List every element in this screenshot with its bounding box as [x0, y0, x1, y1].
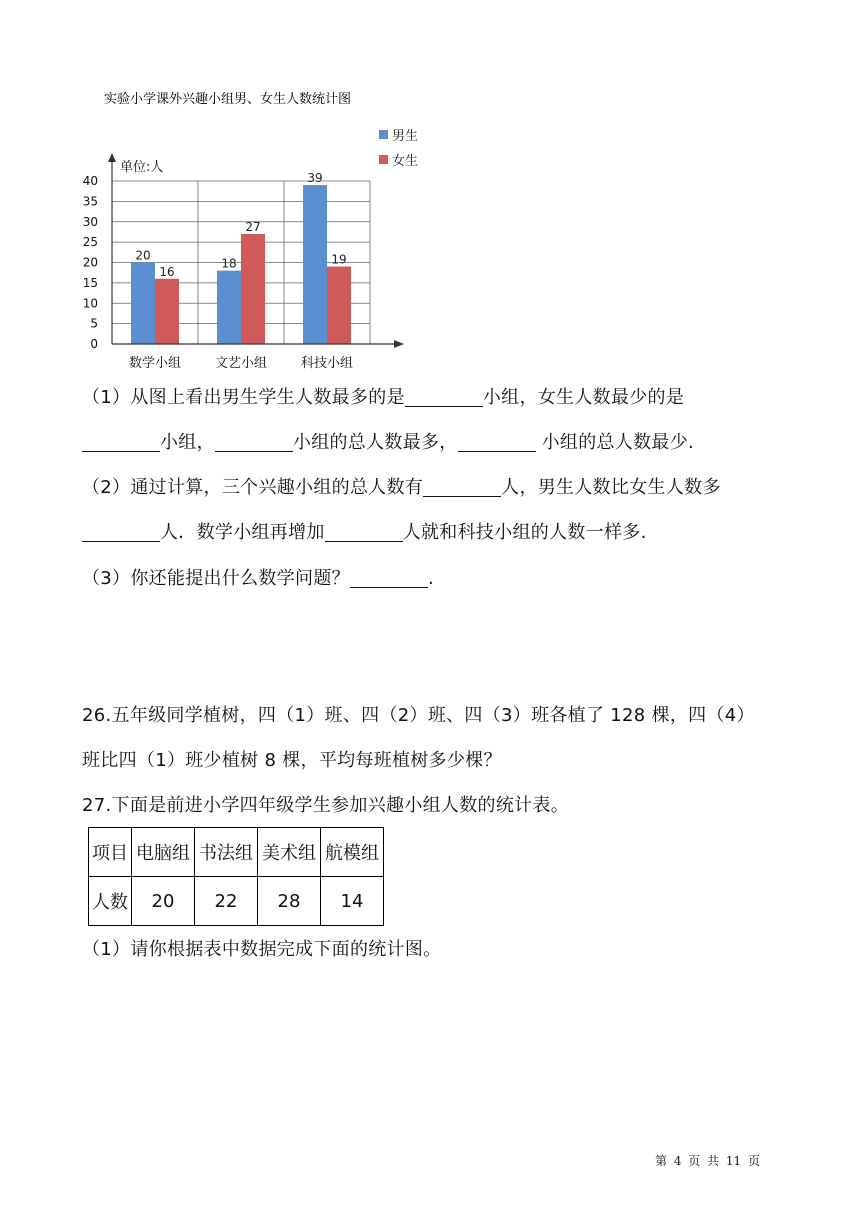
stats-table — [88, 827, 384, 926]
y-axis-arrow — [108, 153, 116, 162]
x-tick-label: 文艺小组 — [214, 356, 268, 371]
q25-line-4: 人．数学小组再增加 人就和科技小组的人数一样多. — [82, 521, 647, 545]
answer-blank[interactable] — [82, 433, 160, 452]
data-label: 18 — [221, 256, 237, 271]
x-axis-arrow — [394, 340, 404, 348]
x-tick-label: 科技小组 — [300, 356, 354, 371]
x-tick-label: 数学小组 — [128, 356, 182, 371]
answer-blank[interactable] — [423, 478, 501, 497]
y-tick-label: 40 — [82, 174, 98, 188]
data-label: 27 — [245, 219, 261, 234]
table-cell: 28 — [258, 877, 321, 926]
answer-blank[interactable] — [405, 388, 483, 407]
table-header-row — [89, 828, 384, 877]
y-tick-label: 0 — [90, 337, 98, 351]
y-tick-label: 10 — [82, 296, 98, 311]
bar-chart — [70, 120, 420, 380]
answer-blank[interactable] — [458, 433, 536, 452]
table-cell: 航模组 — [321, 828, 384, 877]
bar — [217, 271, 241, 344]
legend-swatch — [379, 130, 388, 139]
table-cell: 电脑组 — [132, 828, 195, 877]
legend-label: 女生 — [392, 154, 419, 169]
table-cell: 书法组 — [195, 828, 258, 877]
y-tick-label: 25 — [82, 235, 98, 250]
legend-layer — [379, 128, 418, 169]
table-cell: 20 — [132, 877, 195, 926]
q27-intro: 27.下面是前进小学四年级学生参加兴趣小组人数的统计表。 — [82, 795, 570, 816]
bar — [241, 234, 265, 344]
legend-label: 男生 — [392, 129, 419, 144]
answer-blank[interactable] — [215, 433, 293, 452]
q26-line-1: 26.五年级同学植树，四（1）班、四（2）班、四（3）班各植了 128 棵，四（4） — [82, 705, 755, 726]
bar — [155, 279, 179, 344]
data-label: 19 — [331, 252, 347, 267]
page-footer: 第 4 页 共 11 页 — [655, 1154, 760, 1168]
q25-line-3: （2）通过计算，三个兴趣小组的总人数有 人，男生人数比女生人数多 — [82, 477, 721, 498]
y-axis-label: 单位:人 — [120, 160, 164, 175]
y-tick-label: 30 — [82, 214, 98, 229]
table-cell: 人数 — [89, 877, 132, 926]
bar — [131, 263, 155, 345]
table-cell: 22 — [195, 877, 258, 926]
q27-sub-1: （1）请你根据表中数据完成下面的统计图。 — [82, 939, 442, 960]
y-tick-label: 5 — [90, 316, 98, 331]
table-cell: 美术组 — [258, 828, 321, 877]
data-label: 16 — [159, 264, 175, 279]
table-row — [89, 877, 384, 926]
data-label: 20 — [135, 248, 151, 263]
table-cell: 项目 — [89, 828, 132, 877]
q25-line-2: 小组， 小组的总人数最多， 小组的总人数最少. — [82, 431, 694, 455]
data-label: 39 — [307, 171, 323, 186]
q26-line-2: 班比四（1）班少植树 8 棵，平均每班植树多少棵？ — [82, 750, 502, 771]
answer-blank[interactable] — [325, 523, 403, 542]
legend-swatch — [379, 155, 388, 164]
bar — [327, 267, 351, 344]
y-tick-label: 35 — [82, 194, 98, 209]
answer-blank[interactable] — [350, 569, 428, 588]
y-tick-label: 15 — [82, 275, 98, 290]
table-cell: 14 — [321, 877, 384, 926]
bar — [303, 185, 327, 344]
q25-line-5: （3）你还能提出什么数学问题？ . — [82, 568, 434, 589]
y-tick-label: 20 — [82, 255, 98, 270]
chart-title: 实验小学课外兴趣小组男、女生人数统计图 — [104, 92, 352, 107]
q25-line-1: （1）从图上看出男生学生人数最多的是 小组，女生人数最少的是 — [82, 387, 685, 408]
answer-blank[interactable] — [82, 523, 160, 542]
